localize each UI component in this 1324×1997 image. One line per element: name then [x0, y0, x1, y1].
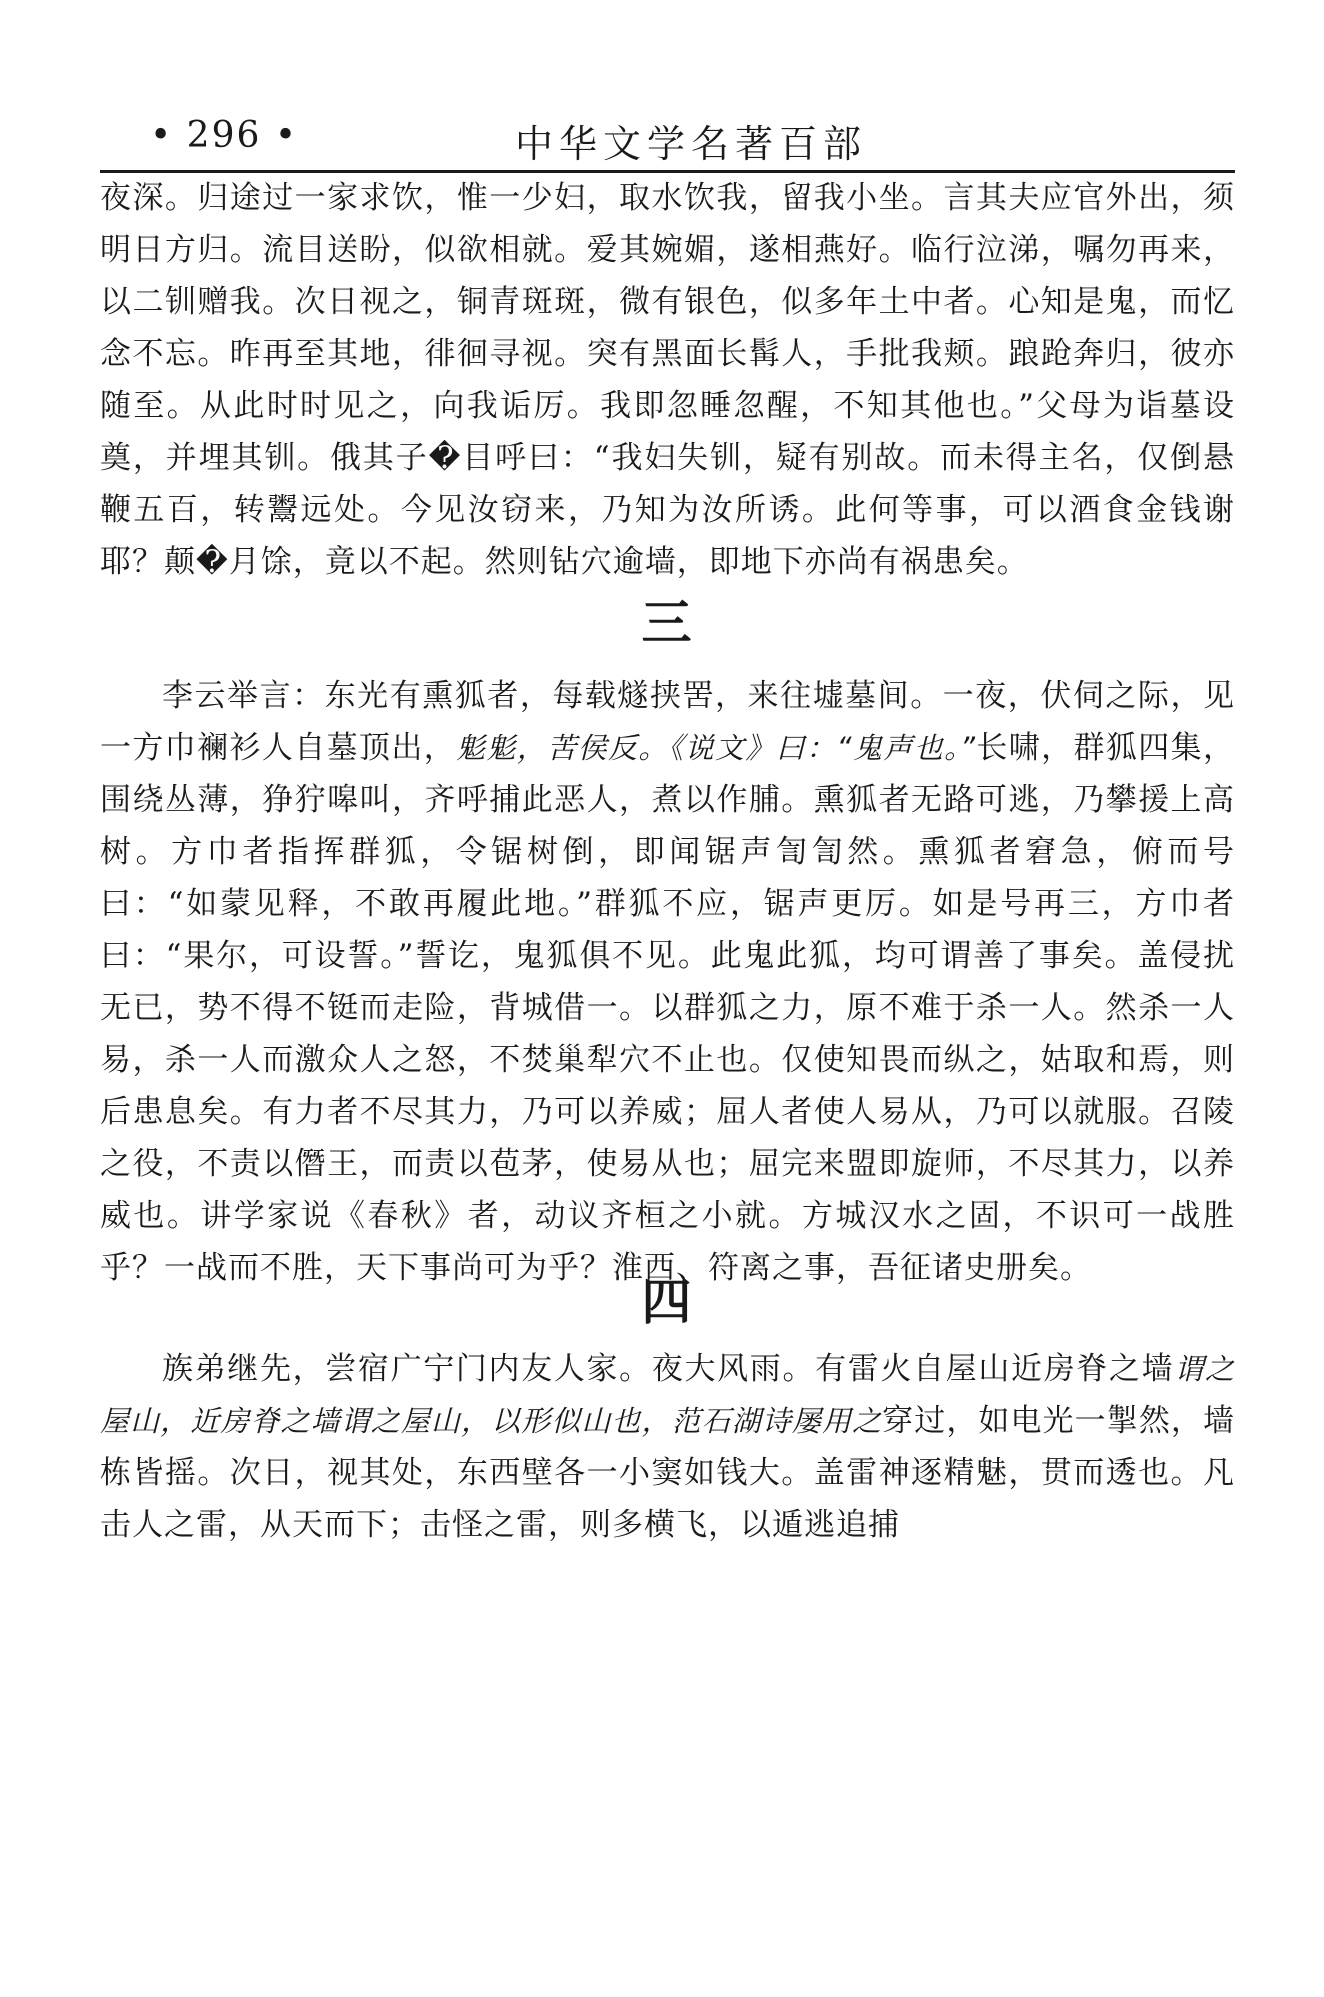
section-three-text-lead: 李云举言：东光有熏狐者，每载燧挟罟，来往墟墓间。一夜，伏伺之际，见一方巾襕衫人自墓顶出，	[100, 678, 1235, 766]
book-title: 中华文学名著百部	[515, 122, 868, 166]
section-heading-four: 四	[641, 1272, 694, 1331]
section-four-text-main: 穿过，如电光一掣然，墙栋皆摇。次日，视其处，东西壁各一小窦如钱大。盖雷神逐精魅，贯而透也。凡击人之雷，从天而下；击怪之雷，则多横飞，以遁逃追捕	[100, 1403, 1235, 1543]
annotation-note: 谓之屋山，近房脊之墙谓之屋山，以形似山也，范石湖诗屡用之	[100, 1352, 1235, 1438]
section-three-text-main: 长啸，群狐四集，围绕丛薄，狰狞嗥叫，齐呼捕此恶人，煮以作脯。熏狐者无路可逃，乃攀援上高树。方巾者指挥群狐，令锯树倒，即闻锯声訇訇然。熏狐者窘急，俯而号曰：“如蒙见释，不敢再履此地。”群狐不应，锯声更厉。如是号再三，方巾者曰：“果尔，可设誓。”誓讫，鬼狐俱不见。此鬼此狐，均可谓善了事矣。盖侵扰无已，势不得不铤而走险，背城借一。以群狐之力，原不难于杀一人。然杀一人易，杀一人而激众人之怒，不焚巢犁穴不止也。仅使知畏而纵之，姑取和焉，则后患息矣。有力者不尽其力，乃可以养威；屈人者使人易从，乃可以就服。召陵之役，不责以僭王，而责以苞茅，使易从也；屈完来盟即旋师，不尽其力，以养威也。讲学家说《春秋》者，动议齐桓之小就。方城汉水之固，不识可一战胜乎？一战而不胜，天下事尚可为乎？淮西、符离之事，吾征诸史册矣。	[100, 730, 1236, 1286]
section-heading-three: 三	[641, 593, 694, 652]
continued-paragraph: 夜深。归途过一家求饮，惟一少妇，取水饮我，留我小坐。言其夫应官外出，须明日方归。流目送盼，似欲相就。爱其婉媚，遂相燕好。临行泣涕，嘱勿再来，以二钏赠我。次日视之，铜青斑斑，微有银色，似多年土中者。心知是鬼，而忆念不忘。昨再至其地，徘徊寻视。突有黑面长髯人，手批我颊。踉跄奔归，彼亦随至。从此时时见之，向我诟厉。我即忽睡忽醒，不知其他也。”父母为诣墓设奠，并埋其钏。俄其子�目呼曰：“我妇失钏，疑有别故。而未得主名，仅倒悬鞭五百，转鬻远处。今见汝窃来，乃知为汝所诱。此何等事，可以酒食金钱谢耶？颠�月馀，竟以不起。然则钻穴逾墙，即地下亦尚有祸患矣。	[100, 180, 1235, 580]
section-four-paragraph	[100, 1343, 1235, 1551]
annotation-note: 鬽鬽，苦侯反。《说文》曰：“鬼声也。”	[456, 731, 976, 765]
section-four-body	[100, 1343, 1235, 1551]
page-number: • 296 •	[150, 115, 299, 156]
section-four-text-lead: 族弟继先，尝宿广宁门内友人家。夜大风雨。有雷火自屋山近房脊之墙	[162, 1351, 1175, 1387]
section-three-paragraph	[100, 670, 1235, 1294]
section-three-body	[100, 670, 1235, 1294]
continued-text-block	[100, 172, 1235, 588]
running-header	[100, 105, 1235, 175]
